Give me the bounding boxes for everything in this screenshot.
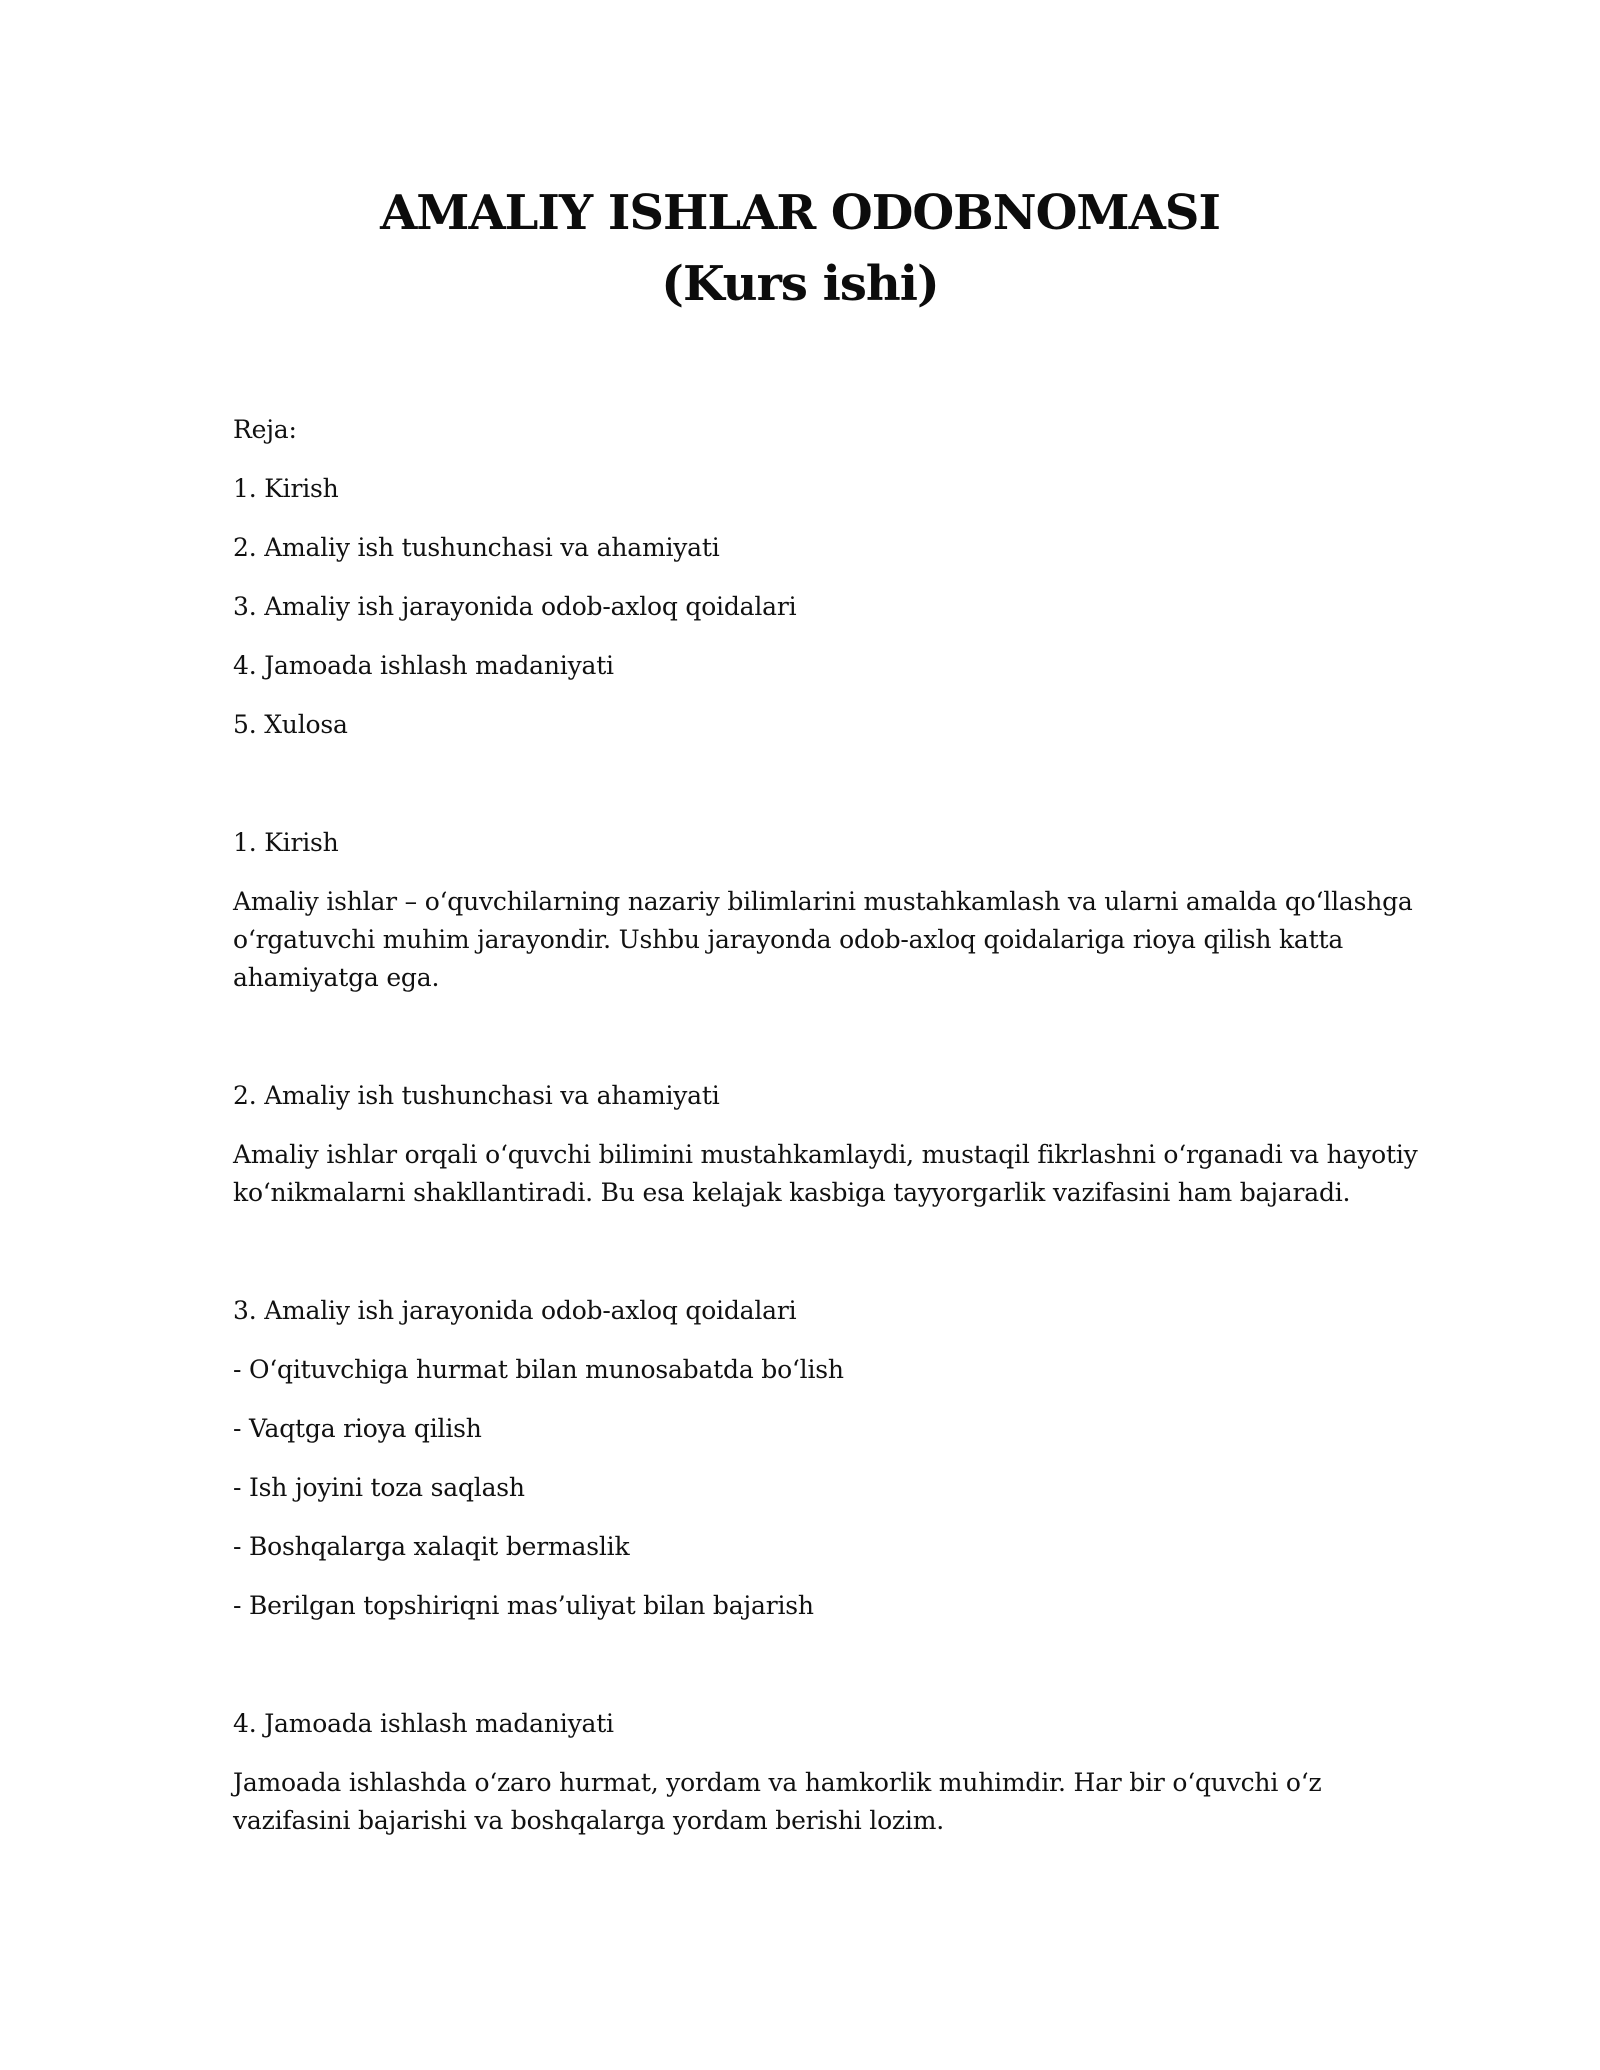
paragraph-line: Jamoada ishlashda o‘zaro hurmat, yordam va hamkorlik muhimdir. Har bir o‘quvchi o‘z [233,1768,1322,1797]
plan-heading: Reja: [233,415,297,444]
plan-item: 4. Jamoada ishlash madaniyati [233,651,614,680]
paragraph-line: o‘rgatuvchi muhim jarayondir. Ushbu jarayonda odob-axloq qoidalariga rioya qilish katta [233,925,1344,954]
paragraph-line: Amaliy ishlar orqali o‘quvchi bilimini mustahkamlaydi, mustaqil fikrlashni o‘rganadi va hayotiy [233,1140,1418,1169]
paragraph-line: vazifasini bajarishi va boshqalarga yordam berishi lozim. [233,1806,944,1835]
section-heading: 4. Jamoada ishlash madaniyati [233,1709,614,1738]
bullet-item: - O‘qituvchiga hurmat bilan munosabatda bo‘lish [233,1355,844,1384]
bullet-item: - Boshqalarga xalaqit bermaslik [233,1532,630,1561]
title-main: AMALIY ISHLAR ODOBNOMASI [380,185,1220,241]
bullet-item: - Vaqtga rioya qilish [233,1414,482,1443]
bullet-item: - Ish joyini toza saqlash [233,1473,525,1502]
paragraph-line: ko‘nikmalarni shakllantiradi. Bu esa kelajak kasbiga tayyorgarlik vazifasini ham bajaradi. [233,1178,1351,1207]
section-heading: 2. Amaliy ish tushunchasi va ahamiyati [233,1081,720,1110]
title-subtitle: (Kurs ishi) [661,256,939,312]
plan-item: 1. Kirish [233,474,339,503]
document-title [0,178,1600,320]
plan-item: 5. Xulosa [233,710,348,739]
section-heading: 3. Amaliy ish jarayonida odob-axloq qoidalari [233,1296,797,1325]
bullet-item: - Berilgan topshiriqni mas’uliyat bilan bajarish [233,1591,814,1620]
paragraph-line: Amaliy ishlar – o‘quvchilarning nazariy bilimlarini mustahkamlash va ularni amalda qo‘llashga [233,887,1413,916]
paragraph-line: ahamiyatga ega. [233,963,440,992]
plan-item: 2. Amaliy ish tushunchasi va ahamiyati [233,533,720,562]
plan-item: 3. Amaliy ish jarayonida odob-axloq qoidalari [233,592,797,621]
section-heading: 1. Kirish [233,828,339,857]
